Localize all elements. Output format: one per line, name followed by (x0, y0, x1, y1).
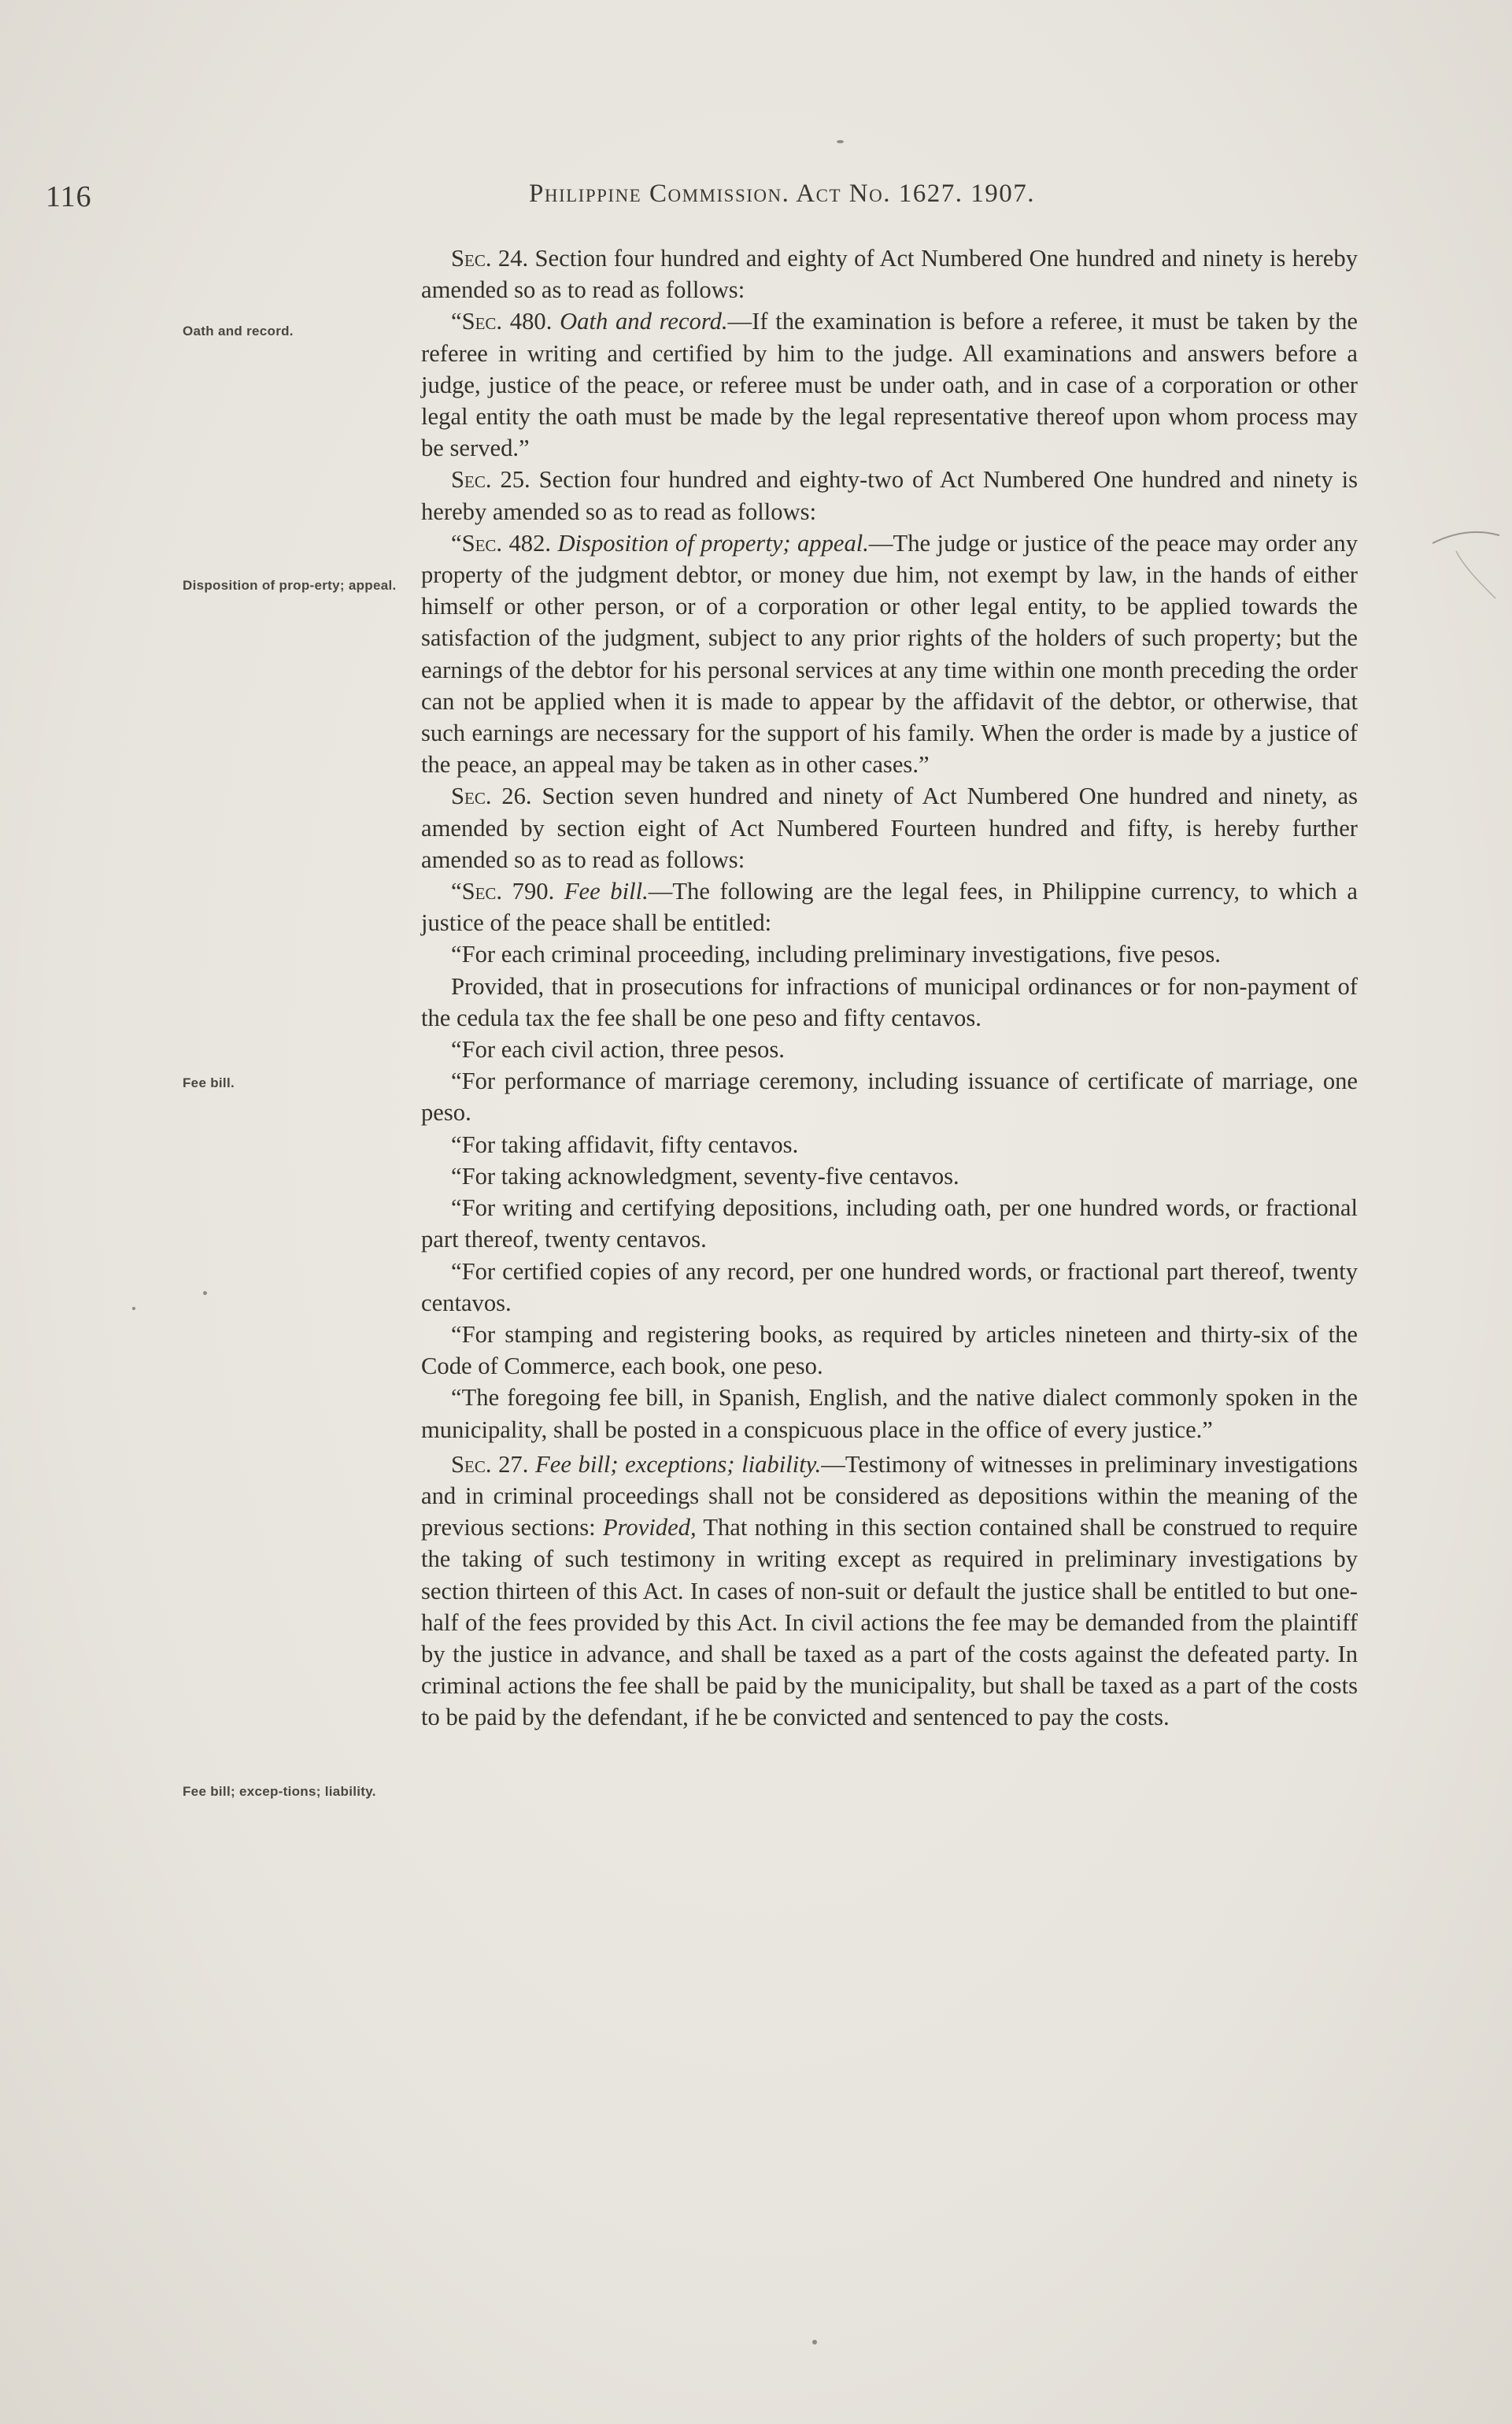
scan-speck (812, 2340, 817, 2344)
fee-item-posting: “The foregoing fee bill, in Spanish, English, and the native dialect commonly spoken in the municipality, shall be posted in a conspicuous place in the office of every justice.” (421, 1384, 1358, 1443)
section-text: —The judge or justice of the peace may order any property of the judgment debtor, or money due him, not exempt by law, in the hands of either himself or other person, or of a corporation or other legal entity, to be applied towards the satisfaction of the judgment, subject to any prior rights of the holders of such property; but the earnings of the debtor for his personal services at any time within one month preceding the order can not be applied when it is made to appear by the affidavit of the debtor, or otherwise, that such earnings are necessary for the support of his family. When the order is made by a justice of the peace, an appeal may be taken as in other cases.” (421, 529, 1358, 779)
fee-item-proviso: Provided, that in prosecutions for infractions of municipal ordinances or for non-payment of the cedula tax the fee shall be one peso and fifty centavos. (421, 972, 1358, 1031)
section-text: Section four hundred and eighty-two of Act Numbered One hundred and ninety is hereby amended so as to read as follows: (421, 466, 1359, 525)
section-text: —Testimony of witnesses in preliminary investigations and in criminal proceedings shall not be considered as depositions within the meaning of the previous sections: (421, 1450, 1359, 1541)
section-text: Section seven hundred and ninety of Act Numbered One hundred and ninety, as amended by section eight of Act Numbered Fourteen hundred and fifty, is hereby further amended so as to read as follows: (421, 783, 1358, 873)
section-482 (421, 527, 1358, 781)
section-heading: Oath and record. (560, 308, 728, 335)
section-label: “Sec. 482. (451, 529, 552, 557)
section-480 (421, 305, 1358, 464)
section-label: Sec. 25. (451, 466, 530, 494)
section-label: “Sec. 790. (451, 878, 555, 905)
scan-speck (132, 1307, 135, 1310)
section-text: —If the examination is before a referee, it must be taken by the referee in writing and certified by him to the judge. All examinations and answers before a judge, justice of the peace, or referee must be under oath, and in case of a corporation or other legal entity the oath must be made by the legal representative thereof upon whom process may be served.” (421, 308, 1358, 462)
fee-item-acknowledgment: “For taking acknowledgment, seventy-five centavos. (451, 1162, 959, 1190)
body-text (421, 242, 1358, 1734)
section-27 (421, 1449, 1358, 1734)
fee-item-certified-copies: “For certified copies of any record, per one hundred words, or fractional part thereof, twenty centavos. (421, 1257, 1358, 1316)
provided-clause: Provided, (602, 1514, 697, 1541)
fee-item-civil: “For each civil action, three pesos. (451, 1036, 785, 1064)
fee-item-criminal: “For each criminal proceeding, including preliminary investigations, five pesos. (451, 941, 1221, 968)
scan-speck (203, 1291, 207, 1295)
section-label: Sec. 24. (451, 245, 529, 272)
margin-note-fee-bill-exceptions: Fee bill; excep-tions; liability. (183, 1784, 376, 1799)
section-text-continued: That nothing in this section contained shall be construed to require the taking of such testimony in writing except as required in preliminary investigations by section thirteen of this Act. In cases of non-suit or default the justice shall be entitled to but one-half of the fees provided by this Act. In civil actions the fee may be demanded from the plaintiff by the justice in advance, and shall be taxed as a part of the costs against the defeated party. In criminal actions the fee shall be paid by the municipality, but shall be taxed as a part of the costs to be paid by the defendant, if he be convicted and sentenced to pay the costs. (421, 1514, 1358, 1731)
page-number: 116 (46, 180, 92, 213)
scan-hair-artifact (1425, 512, 1503, 606)
section-text: —The following are the legal fees, in Philippine currency, to which a justice of the peace shall be entitled: (421, 878, 1358, 937)
margin-note-fee-bill: Fee bill. (183, 1075, 235, 1090)
section-text: Section four hundred and eighty of Act Numbered One hundred and ninety is hereby amended so as to read as follows: (421, 245, 1358, 304)
section-25 (421, 464, 1358, 527)
section-790 (421, 875, 1358, 938)
fee-item-books: “For stamping and registering books, as required by articles nineteen and thirty-six of the Code of Commerce, each book, one peso. (421, 1320, 1358, 1380)
section-label: Sec. 27. (451, 1450, 529, 1478)
section-24 (421, 242, 1358, 305)
running-head: Philippine Commission. Act No. 1627. 1907. (529, 179, 1035, 208)
fee-item-depositions: “For writing and certifying depositions, including oath, per one hundred words, or fractional part thereof, twenty centavos. (421, 1194, 1358, 1253)
section-heading: Fee bill; exceptions; liability. (535, 1450, 822, 1478)
margin-note-oath-and-record: Oath and record. (183, 324, 294, 339)
section-26 (421, 780, 1358, 875)
section-label: “Sec. 480. (451, 308, 553, 335)
margin-note-disposition: Disposition of prop-erty; appeal. (183, 578, 397, 593)
section-heading: Fee bill. (564, 878, 649, 905)
scan-speck (837, 140, 844, 143)
section-label: Sec. 26. (451, 783, 532, 810)
section-heading: Disposition of property; appeal. (557, 529, 869, 557)
fee-item-affidavit: “For taking affidavit, fifty centavos. (451, 1131, 799, 1158)
fee-item-marriage: “For performance of marriage ceremony, including issuance of certificate of marriage, one peso. (421, 1068, 1358, 1127)
